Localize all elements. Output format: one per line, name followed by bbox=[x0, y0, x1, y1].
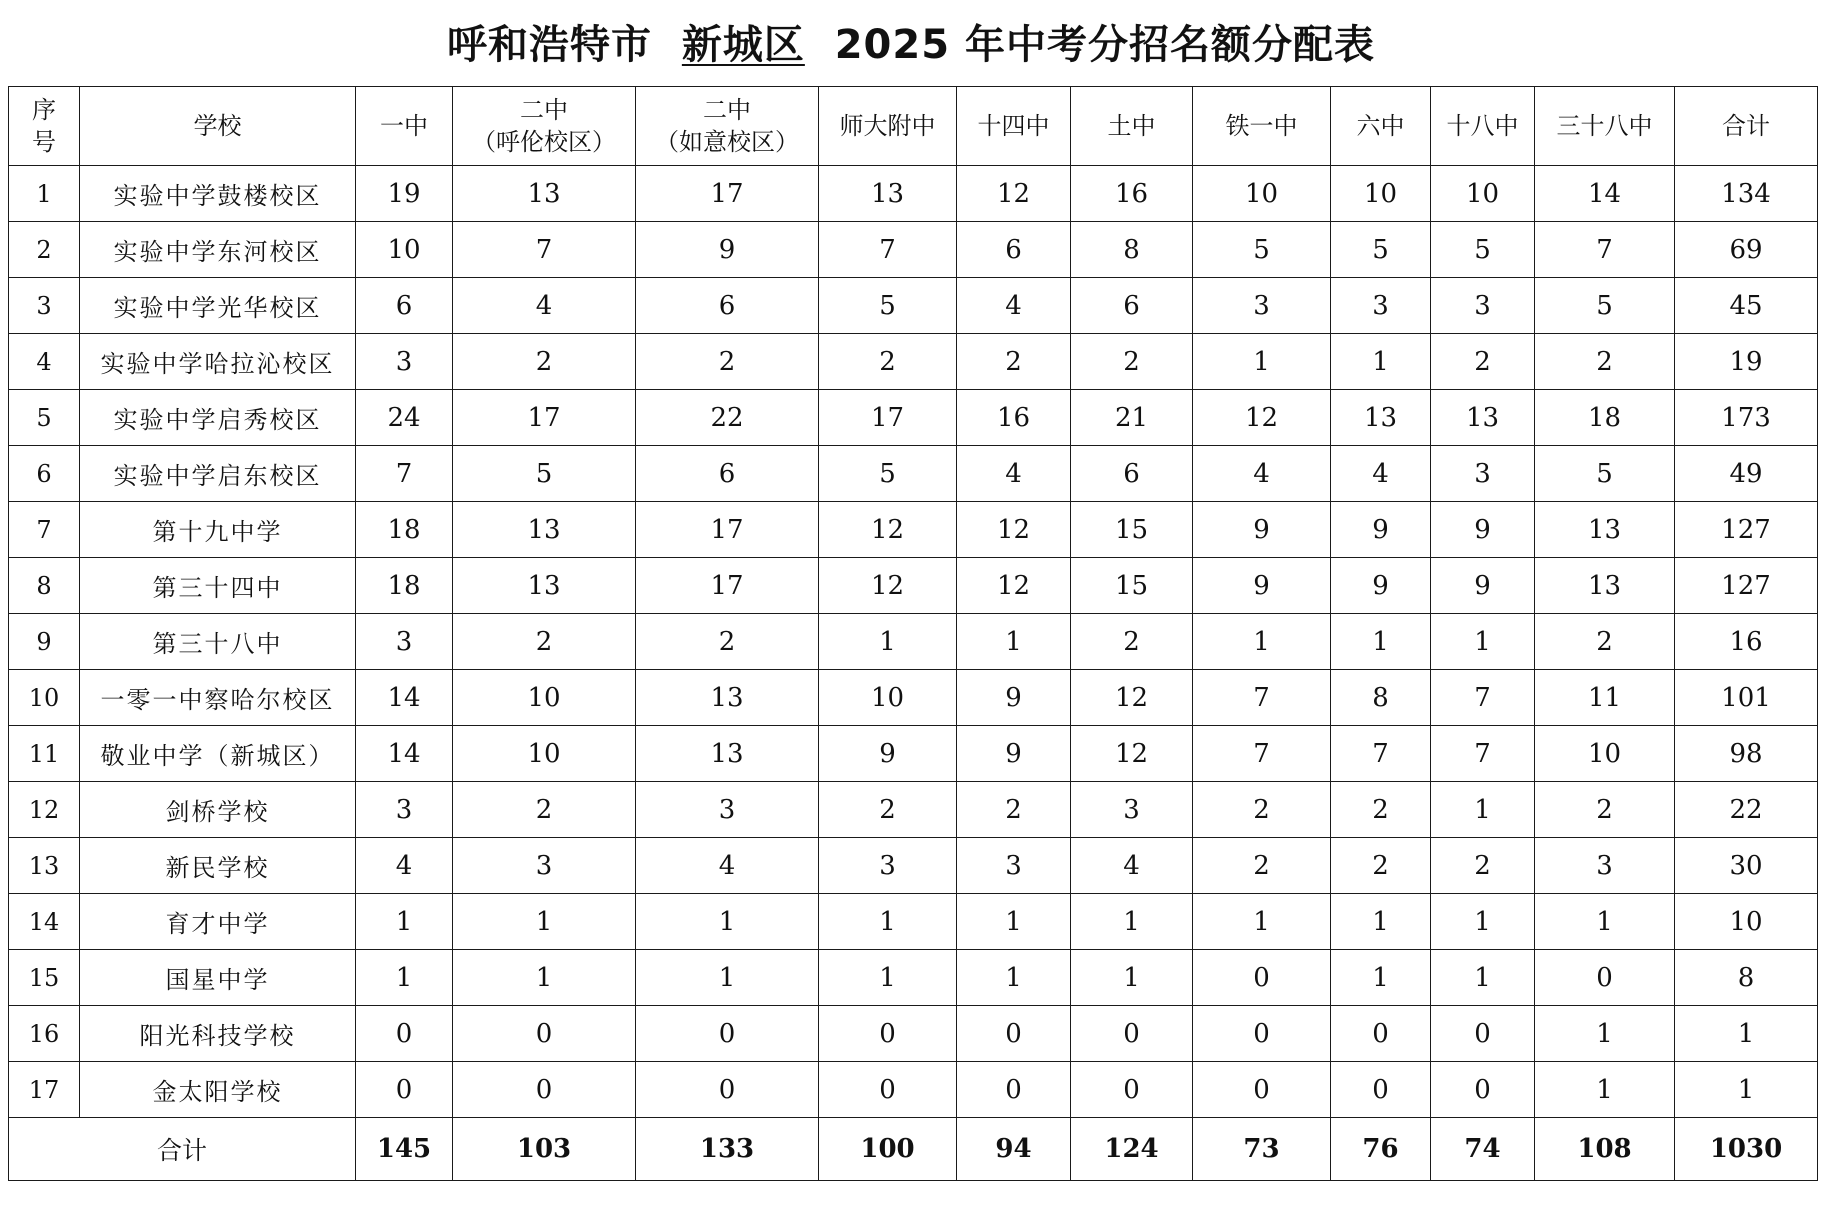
quota-cell: 3 bbox=[819, 838, 957, 894]
quota-cell: 18 bbox=[1535, 390, 1675, 446]
table-row bbox=[9, 278, 1818, 334]
header-column-name: 六中 bbox=[1356, 112, 1405, 140]
row-index: 9 bbox=[9, 614, 80, 670]
row-index: 6 bbox=[9, 446, 80, 502]
table-row bbox=[9, 614, 1818, 670]
row-school-name: 实验中学光华校区 bbox=[80, 278, 356, 334]
quota-cell: 16 bbox=[957, 390, 1071, 446]
quota-cell: 2 bbox=[453, 782, 636, 838]
quota-cell: 2 bbox=[1071, 614, 1193, 670]
table-row bbox=[9, 446, 1818, 502]
quota-cell: 15 bbox=[1071, 558, 1193, 614]
quota-cell: 4 bbox=[957, 278, 1071, 334]
header-column-campus: （呼伦校区） bbox=[472, 128, 616, 156]
row-index: 3 bbox=[9, 278, 80, 334]
row-index: 5 bbox=[9, 390, 80, 446]
quota-cell: 9 bbox=[1331, 502, 1431, 558]
row-total-cell: 22 bbox=[1675, 782, 1818, 838]
row-school-name: 敬业中学（新城区） bbox=[80, 726, 356, 782]
header-column bbox=[1071, 87, 1193, 166]
header-column-name: 师大附中 bbox=[839, 112, 936, 140]
quota-cell: 2 bbox=[453, 334, 636, 390]
row-index: 12 bbox=[9, 782, 80, 838]
quota-cell: 3 bbox=[453, 838, 636, 894]
row-school-name: 一零一中察哈尔校区 bbox=[80, 670, 356, 726]
quota-cell: 5 bbox=[1431, 222, 1535, 278]
quota-cell: 2 bbox=[1331, 782, 1431, 838]
quota-cell: 2 bbox=[1193, 838, 1331, 894]
row-total-cell: 16 bbox=[1675, 614, 1818, 670]
row-school-name: 实验中学哈拉沁校区 bbox=[80, 334, 356, 390]
quota-cell: 18 bbox=[356, 558, 453, 614]
quota-cell: 6 bbox=[636, 446, 819, 502]
column-total-cell: 100 bbox=[819, 1118, 957, 1181]
quota-cell: 9 bbox=[957, 670, 1071, 726]
header-index-label: 序号 bbox=[32, 96, 56, 156]
quota-cell: 3 bbox=[1331, 278, 1431, 334]
quota-cell: 2 bbox=[1193, 782, 1331, 838]
quota-allocation-table bbox=[8, 86, 1818, 1181]
quota-cell: 22 bbox=[636, 390, 819, 446]
table-row bbox=[9, 1062, 1818, 1118]
row-index: 17 bbox=[9, 1062, 80, 1118]
row-total-cell: 19 bbox=[1675, 334, 1818, 390]
quota-cell: 1 bbox=[1193, 334, 1331, 390]
row-total-cell: 127 bbox=[1675, 558, 1818, 614]
column-total-cell: 94 bbox=[957, 1118, 1071, 1181]
row-total-cell: 101 bbox=[1675, 670, 1818, 726]
quota-cell: 16 bbox=[1071, 166, 1193, 222]
header-column bbox=[1535, 87, 1675, 166]
table-row bbox=[9, 166, 1818, 222]
column-total-cell: 103 bbox=[453, 1118, 636, 1181]
row-total-cell: 8 bbox=[1675, 950, 1818, 1006]
row-total-cell: 45 bbox=[1675, 278, 1818, 334]
quota-cell: 1 bbox=[636, 894, 819, 950]
header-school: 学校 bbox=[80, 87, 356, 166]
table-row bbox=[9, 726, 1818, 782]
quota-cell: 0 bbox=[1071, 1062, 1193, 1118]
row-school-name: 金太阳学校 bbox=[80, 1062, 356, 1118]
row-index: 13 bbox=[9, 838, 80, 894]
quota-cell: 1 bbox=[1431, 950, 1535, 1006]
quota-cell: 7 bbox=[1331, 726, 1431, 782]
quota-cell: 7 bbox=[453, 222, 636, 278]
row-school-name: 国星中学 bbox=[80, 950, 356, 1006]
quota-cell: 6 bbox=[1071, 446, 1193, 502]
row-index: 2 bbox=[9, 222, 80, 278]
quota-cell: 3 bbox=[1193, 278, 1331, 334]
quota-cell: 1 bbox=[356, 894, 453, 950]
row-index: 14 bbox=[9, 894, 80, 950]
quota-cell: 10 bbox=[1331, 166, 1431, 222]
quota-cell: 4 bbox=[1071, 838, 1193, 894]
quota-cell: 10 bbox=[453, 670, 636, 726]
header-column-name: 十八中 bbox=[1446, 112, 1519, 140]
row-total-cell: 173 bbox=[1675, 390, 1818, 446]
title-suffix: 2025 年中考分招名额分配表 bbox=[834, 22, 1375, 68]
quota-cell: 2 bbox=[636, 614, 819, 670]
row-index: 15 bbox=[9, 950, 80, 1006]
quota-cell: 5 bbox=[1535, 446, 1675, 502]
quota-cell: 10 bbox=[1431, 166, 1535, 222]
quota-cell: 1 bbox=[356, 950, 453, 1006]
quota-cell: 3 bbox=[636, 782, 819, 838]
quota-cell: 0 bbox=[453, 1006, 636, 1062]
quota-cell: 4 bbox=[453, 278, 636, 334]
quota-cell: 12 bbox=[1193, 390, 1331, 446]
quota-cell: 0 bbox=[957, 1062, 1071, 1118]
row-total-cell: 98 bbox=[1675, 726, 1818, 782]
quota-cell: 7 bbox=[1431, 670, 1535, 726]
quota-cell: 7 bbox=[1431, 726, 1535, 782]
quota-cell: 7 bbox=[356, 446, 453, 502]
quota-cell: 0 bbox=[636, 1062, 819, 1118]
quota-cell: 13 bbox=[1535, 558, 1675, 614]
quota-cell: 1 bbox=[1431, 614, 1535, 670]
quota-cell: 13 bbox=[1535, 502, 1675, 558]
row-total-cell: 30 bbox=[1675, 838, 1818, 894]
column-total-cell: 76 bbox=[1331, 1118, 1431, 1181]
quota-cell: 1 bbox=[636, 950, 819, 1006]
header-column-name: 铁一中 bbox=[1225, 112, 1298, 140]
quota-cell: 13 bbox=[453, 558, 636, 614]
column-total-cell: 108 bbox=[1535, 1118, 1675, 1181]
header-column-name: 十四中 bbox=[977, 112, 1050, 140]
quota-cell: 7 bbox=[1535, 222, 1675, 278]
quota-cell: 9 bbox=[1431, 502, 1535, 558]
quota-cell: 5 bbox=[1535, 278, 1675, 334]
row-total-cell: 1 bbox=[1675, 1062, 1818, 1118]
quota-cell: 6 bbox=[636, 278, 819, 334]
quota-cell: 1 bbox=[1431, 894, 1535, 950]
header-column bbox=[636, 87, 819, 166]
row-total-cell: 1 bbox=[1675, 1006, 1818, 1062]
quota-cell: 13 bbox=[636, 670, 819, 726]
quota-cell: 2 bbox=[636, 334, 819, 390]
quota-cell: 21 bbox=[1071, 390, 1193, 446]
header-column bbox=[356, 87, 453, 166]
quota-cell: 10 bbox=[453, 726, 636, 782]
header-column bbox=[1431, 87, 1535, 166]
row-school-name: 第三十八中 bbox=[80, 614, 356, 670]
quota-cell: 9 bbox=[636, 222, 819, 278]
row-school-name: 实验中学鼓楼校区 bbox=[80, 166, 356, 222]
header-column-name: 土中 bbox=[1107, 112, 1156, 140]
quota-cell: 3 bbox=[1431, 278, 1535, 334]
table-row bbox=[9, 894, 1818, 950]
header-column bbox=[1193, 87, 1331, 166]
grand-total-cell: 1030 bbox=[1675, 1118, 1818, 1181]
title-district: 新城区 bbox=[681, 22, 805, 68]
table-row bbox=[9, 950, 1818, 1006]
quota-cell: 2 bbox=[957, 334, 1071, 390]
table-row bbox=[9, 334, 1818, 390]
header-index bbox=[9, 87, 80, 166]
row-school-name: 第三十四中 bbox=[80, 558, 356, 614]
quota-cell: 0 bbox=[1193, 1062, 1331, 1118]
quota-cell: 24 bbox=[356, 390, 453, 446]
quota-cell: 2 bbox=[1331, 838, 1431, 894]
quota-cell: 0 bbox=[819, 1062, 957, 1118]
quota-cell: 0 bbox=[453, 1062, 636, 1118]
quota-cell: 2 bbox=[1535, 614, 1675, 670]
header-column-name: 二中 bbox=[520, 96, 568, 124]
quota-cell: 13 bbox=[453, 166, 636, 222]
quota-cell: 1 bbox=[957, 894, 1071, 950]
row-school-name: 育才中学 bbox=[80, 894, 356, 950]
column-total-cell: 73 bbox=[1193, 1118, 1331, 1181]
quota-cell: 0 bbox=[636, 1006, 819, 1062]
quota-cell: 17 bbox=[636, 558, 819, 614]
quota-cell: 13 bbox=[636, 726, 819, 782]
quota-cell: 1 bbox=[1193, 894, 1331, 950]
row-school-name: 第十九中学 bbox=[80, 502, 356, 558]
quota-cell: 12 bbox=[819, 558, 957, 614]
quota-cell: 12 bbox=[957, 166, 1071, 222]
quota-cell: 0 bbox=[819, 1006, 957, 1062]
quota-cell: 1 bbox=[819, 614, 957, 670]
quota-cell: 7 bbox=[819, 222, 957, 278]
quota-cell: 0 bbox=[1431, 1006, 1535, 1062]
quota-cell: 1 bbox=[819, 894, 957, 950]
quota-cell: 1 bbox=[453, 894, 636, 950]
page-title bbox=[447, 14, 1375, 76]
table-row bbox=[9, 670, 1818, 726]
quota-cell: 3 bbox=[356, 782, 453, 838]
header-row bbox=[9, 87, 1818, 166]
quota-cell: 3 bbox=[1535, 838, 1675, 894]
table-row bbox=[9, 390, 1818, 446]
quota-cell: 4 bbox=[356, 838, 453, 894]
quota-cell: 5 bbox=[1193, 222, 1331, 278]
quota-cell: 13 bbox=[1331, 390, 1431, 446]
quota-cell: 13 bbox=[453, 502, 636, 558]
row-school-name: 新民学校 bbox=[80, 838, 356, 894]
row-index: 1 bbox=[9, 166, 80, 222]
quota-cell: 5 bbox=[1331, 222, 1431, 278]
quota-cell: 0 bbox=[1535, 950, 1675, 1006]
quota-cell: 1 bbox=[1071, 894, 1193, 950]
quota-cell: 3 bbox=[1071, 782, 1193, 838]
quota-cell: 12 bbox=[1071, 670, 1193, 726]
totals-label: 合计 bbox=[9, 1118, 356, 1181]
quota-cell: 8 bbox=[1331, 670, 1431, 726]
header-column bbox=[1675, 87, 1818, 166]
quota-cell: 1 bbox=[1535, 1062, 1675, 1118]
quota-cell: 1 bbox=[1331, 334, 1431, 390]
quota-cell: 2 bbox=[1431, 838, 1535, 894]
quota-cell: 0 bbox=[1431, 1062, 1535, 1118]
quota-cell: 14 bbox=[356, 670, 453, 726]
quota-cell: 12 bbox=[957, 558, 1071, 614]
quota-cell: 5 bbox=[819, 446, 957, 502]
quota-cell: 0 bbox=[1331, 1006, 1431, 1062]
column-total-cell: 124 bbox=[1071, 1118, 1193, 1181]
quota-cell: 2 bbox=[819, 334, 957, 390]
quota-cell: 1 bbox=[1535, 1006, 1675, 1062]
header-column bbox=[453, 87, 636, 166]
row-index: 16 bbox=[9, 1006, 80, 1062]
quota-cell: 3 bbox=[957, 838, 1071, 894]
header-column-name: 二中 bbox=[703, 96, 751, 124]
quota-cell: 2 bbox=[957, 782, 1071, 838]
row-total-cell: 49 bbox=[1675, 446, 1818, 502]
quota-cell: 15 bbox=[1071, 502, 1193, 558]
quota-cell: 4 bbox=[636, 838, 819, 894]
quota-cell: 1 bbox=[957, 950, 1071, 1006]
quota-cell: 6 bbox=[957, 222, 1071, 278]
quota-cell: 17 bbox=[636, 166, 819, 222]
header-column bbox=[957, 87, 1071, 166]
quota-cell: 12 bbox=[819, 502, 957, 558]
quota-cell: 12 bbox=[1071, 726, 1193, 782]
quota-cell: 2 bbox=[1535, 782, 1675, 838]
quota-cell: 0 bbox=[1071, 1006, 1193, 1062]
header-column bbox=[1331, 87, 1431, 166]
column-total-cell: 133 bbox=[636, 1118, 819, 1181]
quota-cell: 0 bbox=[356, 1062, 453, 1118]
quota-cell: 2 bbox=[1431, 334, 1535, 390]
quota-cell: 4 bbox=[1331, 446, 1431, 502]
title-city: 呼和浩特市 bbox=[447, 22, 652, 68]
quota-cell: 17 bbox=[819, 390, 957, 446]
quota-cell: 0 bbox=[1193, 1006, 1331, 1062]
quota-cell: 1 bbox=[1431, 782, 1535, 838]
quota-cell: 10 bbox=[356, 222, 453, 278]
column-total-cell: 145 bbox=[356, 1118, 453, 1181]
quota-cell: 1 bbox=[1331, 894, 1431, 950]
quota-cell: 17 bbox=[636, 502, 819, 558]
quota-cell: 5 bbox=[819, 278, 957, 334]
quota-cell: 10 bbox=[1535, 726, 1675, 782]
table-row bbox=[9, 838, 1818, 894]
quota-cell: 11 bbox=[1535, 670, 1675, 726]
quota-cell: 1 bbox=[1193, 614, 1331, 670]
quota-cell: 1 bbox=[957, 614, 1071, 670]
quota-cell: 10 bbox=[1193, 166, 1331, 222]
quota-cell: 18 bbox=[356, 502, 453, 558]
quota-cell: 9 bbox=[1193, 502, 1331, 558]
quota-cell: 10 bbox=[819, 670, 957, 726]
quota-cell: 2 bbox=[1071, 334, 1193, 390]
header-column-name: 合计 bbox=[1722, 112, 1770, 140]
row-total-cell: 134 bbox=[1675, 166, 1818, 222]
quota-cell: 17 bbox=[453, 390, 636, 446]
quota-cell: 5 bbox=[453, 446, 636, 502]
quota-cell: 7 bbox=[1193, 726, 1331, 782]
row-index: 7 bbox=[9, 502, 80, 558]
quota-cell: 0 bbox=[1331, 1062, 1431, 1118]
quota-cell: 0 bbox=[957, 1006, 1071, 1062]
quota-cell: 7 bbox=[1193, 670, 1331, 726]
header-column-name: 三十八中 bbox=[1556, 112, 1653, 140]
row-school-name: 实验中学启东校区 bbox=[80, 446, 356, 502]
quota-cell: 9 bbox=[1193, 558, 1331, 614]
row-school-name: 实验中学启秀校区 bbox=[80, 390, 356, 446]
table-row bbox=[9, 1006, 1818, 1062]
quota-cell: 14 bbox=[356, 726, 453, 782]
quota-cell: 3 bbox=[1431, 446, 1535, 502]
quota-cell: 13 bbox=[819, 166, 957, 222]
quota-cell: 4 bbox=[1193, 446, 1331, 502]
totals-row bbox=[9, 1118, 1818, 1181]
quota-cell: 2 bbox=[1535, 334, 1675, 390]
quota-cell: 4 bbox=[957, 446, 1071, 502]
quota-cell: 1 bbox=[1331, 614, 1431, 670]
quota-cell: 9 bbox=[1331, 558, 1431, 614]
quota-cell: 3 bbox=[356, 334, 453, 390]
quota-cell: 1 bbox=[1071, 950, 1193, 1006]
quota-cell: 2 bbox=[453, 614, 636, 670]
row-index: 8 bbox=[9, 558, 80, 614]
header-column-name: 一中 bbox=[380, 112, 428, 140]
quota-cell: 6 bbox=[1071, 278, 1193, 334]
quota-cell: 1 bbox=[1331, 950, 1431, 1006]
quota-cell: 0 bbox=[356, 1006, 453, 1062]
table-row bbox=[9, 558, 1818, 614]
row-index: 11 bbox=[9, 726, 80, 782]
quota-cell: 1 bbox=[453, 950, 636, 1006]
quota-cell: 9 bbox=[1431, 558, 1535, 614]
quota-cell: 12 bbox=[957, 502, 1071, 558]
row-school-name: 剑桥学校 bbox=[80, 782, 356, 838]
quota-cell: 9 bbox=[957, 726, 1071, 782]
table-row bbox=[9, 782, 1818, 838]
quota-cell: 3 bbox=[356, 614, 453, 670]
quota-cell: 13 bbox=[1431, 390, 1535, 446]
row-total-cell: 127 bbox=[1675, 502, 1818, 558]
row-school-name: 实验中学东河校区 bbox=[80, 222, 356, 278]
header-column-campus: （如意校区） bbox=[655, 128, 799, 156]
title-bar bbox=[0, 14, 1822, 76]
table-row bbox=[9, 222, 1818, 278]
quota-cell: 2 bbox=[819, 782, 957, 838]
row-total-cell: 10 bbox=[1675, 894, 1818, 950]
quota-cell: 0 bbox=[1193, 950, 1331, 1006]
header-column bbox=[819, 87, 957, 166]
quota-cell: 6 bbox=[356, 278, 453, 334]
table-row bbox=[9, 502, 1818, 558]
column-total-cell: 74 bbox=[1431, 1118, 1535, 1181]
row-index: 4 bbox=[9, 334, 80, 390]
table-body bbox=[9, 166, 1818, 1181]
quota-cell: 9 bbox=[819, 726, 957, 782]
quota-cell: 1 bbox=[819, 950, 957, 1006]
row-index: 10 bbox=[9, 670, 80, 726]
quota-cell: 14 bbox=[1535, 166, 1675, 222]
quota-cell: 19 bbox=[356, 166, 453, 222]
row-total-cell: 69 bbox=[1675, 222, 1818, 278]
quota-cell: 8 bbox=[1071, 222, 1193, 278]
quota-cell: 1 bbox=[1535, 894, 1675, 950]
row-school-name: 阳光科技学校 bbox=[80, 1006, 356, 1062]
table-header bbox=[9, 87, 1818, 166]
